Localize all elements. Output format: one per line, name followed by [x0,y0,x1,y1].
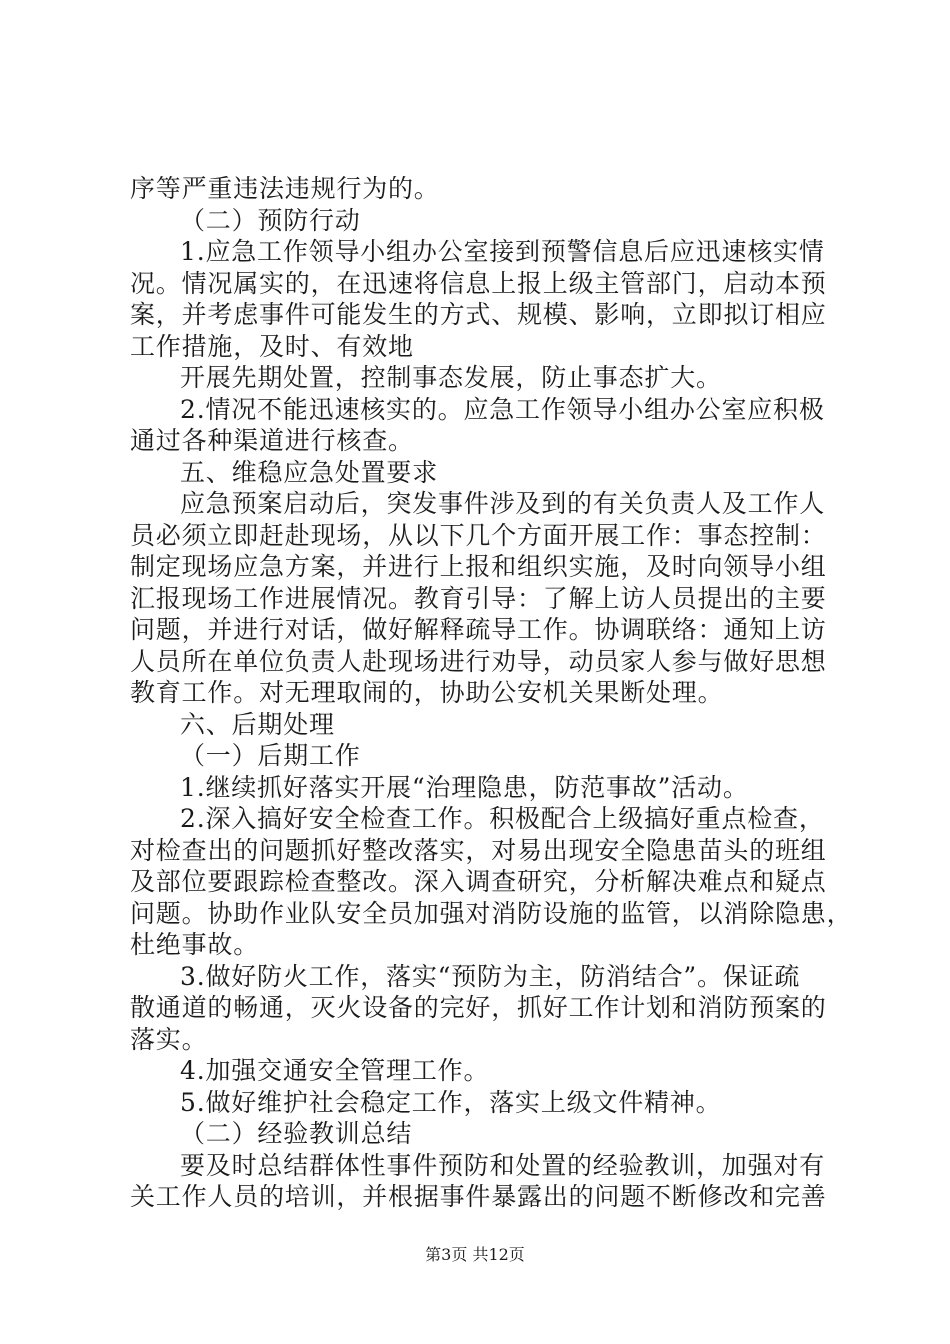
text-line: 及部位要跟踪检查整改。深入调查研究，分析解决难点和疑点 [130,867,827,896]
text-line: 落实。 [130,1024,208,1054]
text-line: 3.做好防火工作，落实“预防为主，防消结合”。保证疏 [180,961,801,991]
text-line: 序等严重违法违规行为的。 [130,174,440,203]
text-line: 案，并考虑事件可能发生的方式、规模、影响，立即拟订相应 [130,300,827,329]
page-number-footer: 第3页 共12页 [425,1245,525,1264]
text-line: 制定现场应急方案，并进行上报和组织实施，及时向领导小组 [130,552,827,581]
text-line: 员必须立即赶赴现场，从以下几个方面开展工作：事态控制： [130,520,827,550]
text-line: 问题。协助作业队安全员加强对消防设施的监管，以消除隐患， [130,898,853,928]
text-line: 2.深入搞好安全检查工作。积极配合上级搞好重点检查， [180,804,825,833]
document-body [130,173,853,1213]
text-line: 散通道的畅通，灭火设备的完好，抓好工作计划和消防预案的 [130,993,827,1022]
section-heading: 五、维稳应急处置要求 [180,457,439,487]
section-heading: 六、后期处理 [180,709,335,739]
text-line: 况。情况属实的，在迅速将信息上报上级主管部门，启动本预 [130,268,827,298]
text-line: 1.应急工作领导小组办公室接到预警信息后应迅速核实情 [180,237,825,266]
text-line: 杜绝事故。 [130,930,260,959]
text-line: 2.情况不能迅速核实的。应急工作领导小组办公室应积极 [180,394,825,424]
section-heading: （一）后期工作 [180,741,361,770]
text-line: 对检查出的问题抓好整改落实，对易出现安全隐患苗头的班组 [130,835,827,865]
text-line: 要及时总结群体性事件预防和处置的经验教训，加强对有 [180,1150,826,1180]
text-line: 工作措施，及时、有效地 [130,331,414,361]
text-line: 5.做好维护社会稳定工作，落实上级文件精神。 [180,1087,722,1117]
section-heading: （二）预防行动 [180,205,361,235]
text-line: 通过各种渠道进行核查。 [130,426,414,455]
section-heading: （二）经验教训总结 [180,1119,413,1148]
text-line: 汇报现场工作进展情况。教育引导：了解上访人员提出的主要 [130,583,827,613]
text-line: 应急预案启动后，突发事件涉及到的有关负责人及工作人 [180,489,826,518]
text-line: 4.加强交通安全管理工作。 [180,1056,490,1085]
text-line: 教育工作。对无理取闹的，协助公安机关果断处理。 [130,678,724,707]
text-line: 人员所在单位负责人赴现场进行劝导，动员家人参与做好思想 [130,646,827,676]
text-line: 问题，并进行对话，做好解释疏导工作。协调联络：通知上访 [130,615,827,644]
text-line: 关工作人员的培训，并根据事件暴露出的问题不断修改和完善 [130,1182,827,1211]
text-line: 1.继续抓好落实开展“治理隐患，防范事故”活动。 [180,772,749,802]
text-line: 开展先期处置，控制事态发展，防止事态扩大。 [180,363,722,392]
